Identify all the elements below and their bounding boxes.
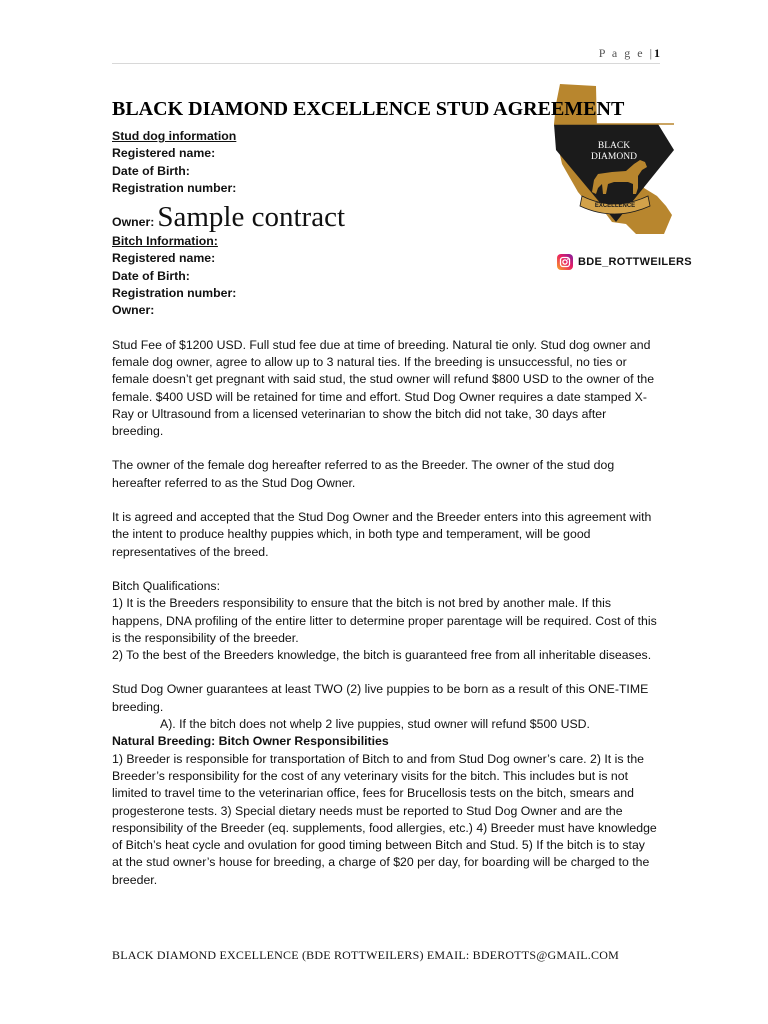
page-number: [580, 46, 660, 61]
stud-info-heading: Stud dog information: [112, 129, 237, 143]
stud-owner-label: Owner:: [112, 215, 155, 230]
stud-registered-name-label: Registered name:: [112, 146, 216, 161]
stud-fee-paragraph: Stud Fee of $1200 USD. Full stud fee due at time of breeding. Natural tie only. Stud dog owner and female dog owner, agree to allow up to 3 natural ties. If the breeding is unsuccessful, no ties or female doesn’t get pregnant with said stud, the stud owner will refund $800 USD to the owner of the female. $400 USD will be retained for time and effort. Stud Dog Owner requires a date stamped X-Ray or Ultrasound from a licensed veterinarian to show the bitch did not take, 30 days after breeding.: [112, 337, 655, 439]
qualification-2: 2) To the best of the Breeders knowledge, the bitch is guaranteed free from all inheritable diseases.: [112, 648, 652, 663]
instagram-handle: BDE_ROTTWEILERS: [578, 256, 692, 268]
bitch-registration-label: Registration number:: [112, 286, 237, 301]
intent-paragraph: It is agreed and accepted that the Stud Dog Owner and the Breeder enters into this agreement with the intent to produce healthy puppies which, in both type and temperament, will be good representatives of the breed.: [112, 510, 652, 559]
qualification-1: 1) It is the Breeders responsibility to ensure that the bitch is not bred by another male. If this happens, DNA profiling of the entire litter to determine proper parentage will be required. Cost of this is the responsibility of the breeder.: [112, 596, 657, 645]
page-footer: BLACK DIAMOND EXCELLENCE (BDE ROTTWEILERS) EMAIL: BDEROTTS@GMAIL.COM: [112, 948, 619, 962]
agreement-body: [112, 128, 657, 889]
page-label: P a g e |: [598, 46, 654, 60]
bitch-dob-label: Date of Birth:: [112, 268, 190, 283]
natural-breeding-heading: Natural Breeding: Bitch Owner Responsibilities: [112, 734, 389, 749]
logo-text-black: BLACK: [597, 141, 631, 151]
stud-dob-label: Date of Birth:: [112, 163, 190, 178]
header-divider: [112, 63, 660, 64]
guarantee-paragraph: Stud Dog Owner guarantees at least TWO (2) live puppies to be born as a result of this ONE-TIME breeding.: [112, 682, 649, 714]
stud-registration-label: Registration number:: [112, 180, 237, 195]
parties-paragraph: The owner of the female dog hereafter referred to as the Breeder. The owner of the stud dog hereafter referred to as the Stud Dog Owner.: [112, 458, 615, 490]
page-number-value: 1: [654, 46, 660, 60]
bitch-qualifications-heading: Bitch Qualifications:: [112, 578, 220, 593]
stud-owner-value: Sample contract: [157, 201, 345, 234]
logo-text-diamond: DIAMOND: [591, 152, 637, 162]
logo-ribbon-text: EXCELLENCE: [594, 203, 636, 209]
natural-breeding-body: 1) Breeder is responsible for transportation of Bitch to and from Stud Dog owner’s care. 2) It is the Breeder’s responsibility for the cost of any veterinary visits for the bitch. This includes but is not limited to travel time to the veterinarian office, fees for Brucellosis tests on the bitch, smears and progesterone tests. 3) Special dietary needs must be reported to Stud Dog Owner and are the responsibility of the Breeder (eq. supplements, food allergies, etc.) 4) Breeder must have knowledge of Bitch’s heat cycle and ovulation for good timing between Bitch and Stud. 5) If the bitch is to stay at the stud owner’s house for breeding, a charge of $20 per day, for boarding will be charged to the breeder.: [112, 751, 657, 887]
bitch-owner-label: Owner:: [112, 303, 155, 318]
guarantee-clause-a: A). If the bitch does not whelp 2 live puppies, stud owner will refund $500 USD.: [160, 717, 590, 732]
bitch-registered-name-label: Registered name:: [112, 251, 216, 266]
bitch-info-heading: Bitch Information:: [112, 234, 218, 249]
document-title: BLACK DIAMOND EXCELLENCE STUD AGREEMENT: [112, 98, 625, 120]
